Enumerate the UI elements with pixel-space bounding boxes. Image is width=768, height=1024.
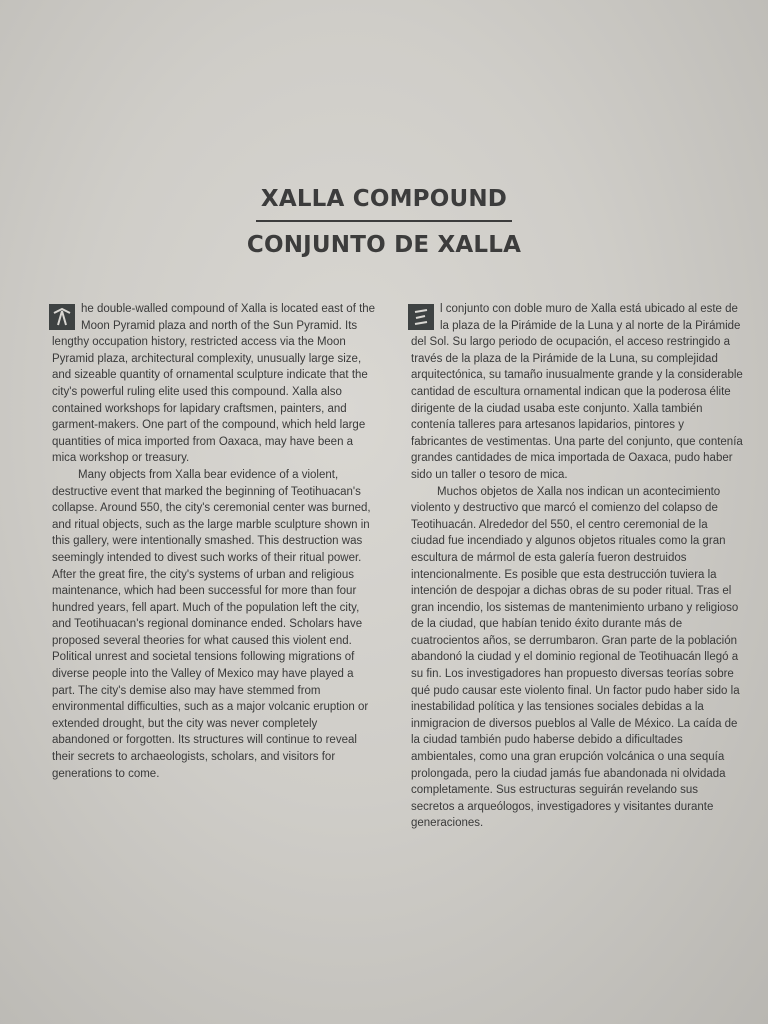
spanish-paragraph-2: Muchos objetos de Xalla nos indican un acontecimiento violento y destructivo que marcó el comienzo del colapso de Teotihuacán. Alrededor del 550, el centro ceremonial de la ciudad fue incendiado y algunos objetos rituales como la gran escultura de mármol de esta galería fueron destruidos intencionalmente. Es posible que esta destrucción tuviera la intención de despojar a dichas obras de su poder ritual. Tras el gran incendio, los sistemas de mantenimiento urbano y religioso de la ciudad, que habían tenido éxito durante más de cuatrocientos años, se derrumbaron. Gran parte de la población abandonó la ciudad y el dominio regional de Teotihuacán llegó a su fin. Los investigadores han propuesto diversas teorías sobre qué pudo causar este violento final. Un factor pudo haber sido la inestabilidad política y las tensiones sociales debidas a la inmigracion de diversos pueblos al Valle de México. La caída de la ciudad también pudo haberse debido a dificultades ambientales, como una gran erupción volcánica o una sequía prolongada, pero la ciudad jamás fue abandonada ni olvidada completamente. Sus estructuras seguirán revelando sus secretos a arqueólogos, investigadores y visitantes durante generaciones. [411,485,740,830]
english-paragraph-1-text: he double-walled compound of Xalla is located east of the Moon Pyramid plaza and north of the Sun Pyramid. Its lengthy occupation history, restricted access via the Moon Pyramid plaza, architectural complexity, unusually large size, and sizeable quantity of ornamental sculpture indicate that the city's powerful ruling elite used this compound. Xalla also contained workshops for lapidary craftsmen, painters, and garment-makers. One part of the compound, which held large quantities of mica imported from Oaxaca, may have been a mica workshop or treasury. [52,303,376,465]
spanish-paragraph-1-text: l conjunto con doble muro de Xalla está ubicado al este de la plaza de la Pirámide de la Luna y al norte de la Pirámide del Sol. Su largo periodo de ocupación, el acceso restringido a través de la plaza de la Pirámide de la Luna, su complejidad arquitectónica, su tamaño inusualmente grande y la considerable cantidad de escultura ornamental indican que la poderosa élite dirigente de la ciudad usaba este conjunto. Xalla también contenía talleres para artesanos lapidarios, pintores y fabricantes de vestimentas. Una parte del conjunto, que contenía grandes cantidades de mica importada de Oaxaca, pudo haber sido un taller o tesoro de mica. [411,303,743,481]
spanish-column [411,301,743,832]
title-english: XALLA COMPOUND [260,186,508,212]
english-paragraph-1 [52,301,378,467]
title-divider [256,220,512,222]
spanish-paragraph-1 [411,301,743,484]
title-spanish: CONJUNTO DE XALLA [246,232,522,258]
dropcap-e-icon [408,304,434,330]
title-block [0,182,768,260]
dropcap-t-icon [49,304,75,330]
english-column [52,301,378,782]
english-paragraph-2: Many objects from Xalla bear evidence of a violent, destructive event that marked the beginning of Teotihuacan's collapse. Around 550, the city's ceremonial center was burned, and ritual objects, such as the large marble sculpture shown in this gallery, were intentionally smashed. This destruction was seemingly intended to divest such works of their ritual power. After the great fire, the city's systems of urban and religious maintenance, which had been successful for more than four hundred years, fell apart. Much of the population left the city, and Teotihuacan's regional dominance ended. Scholars have proposed several theories for what caused this violent end. Political unrest and societal tensions following migrations of diverse people into the Valley of Mexico may have played a part. The city's demise also may have stemmed from environmental difficulties, such as a major volcanic eruption or extended drought, but the city was never completely abandoned or forgotten. Its structures will continue to reveal their secrets to archaeologists, scholars, and visitors for generations to come. [52,468,371,780]
